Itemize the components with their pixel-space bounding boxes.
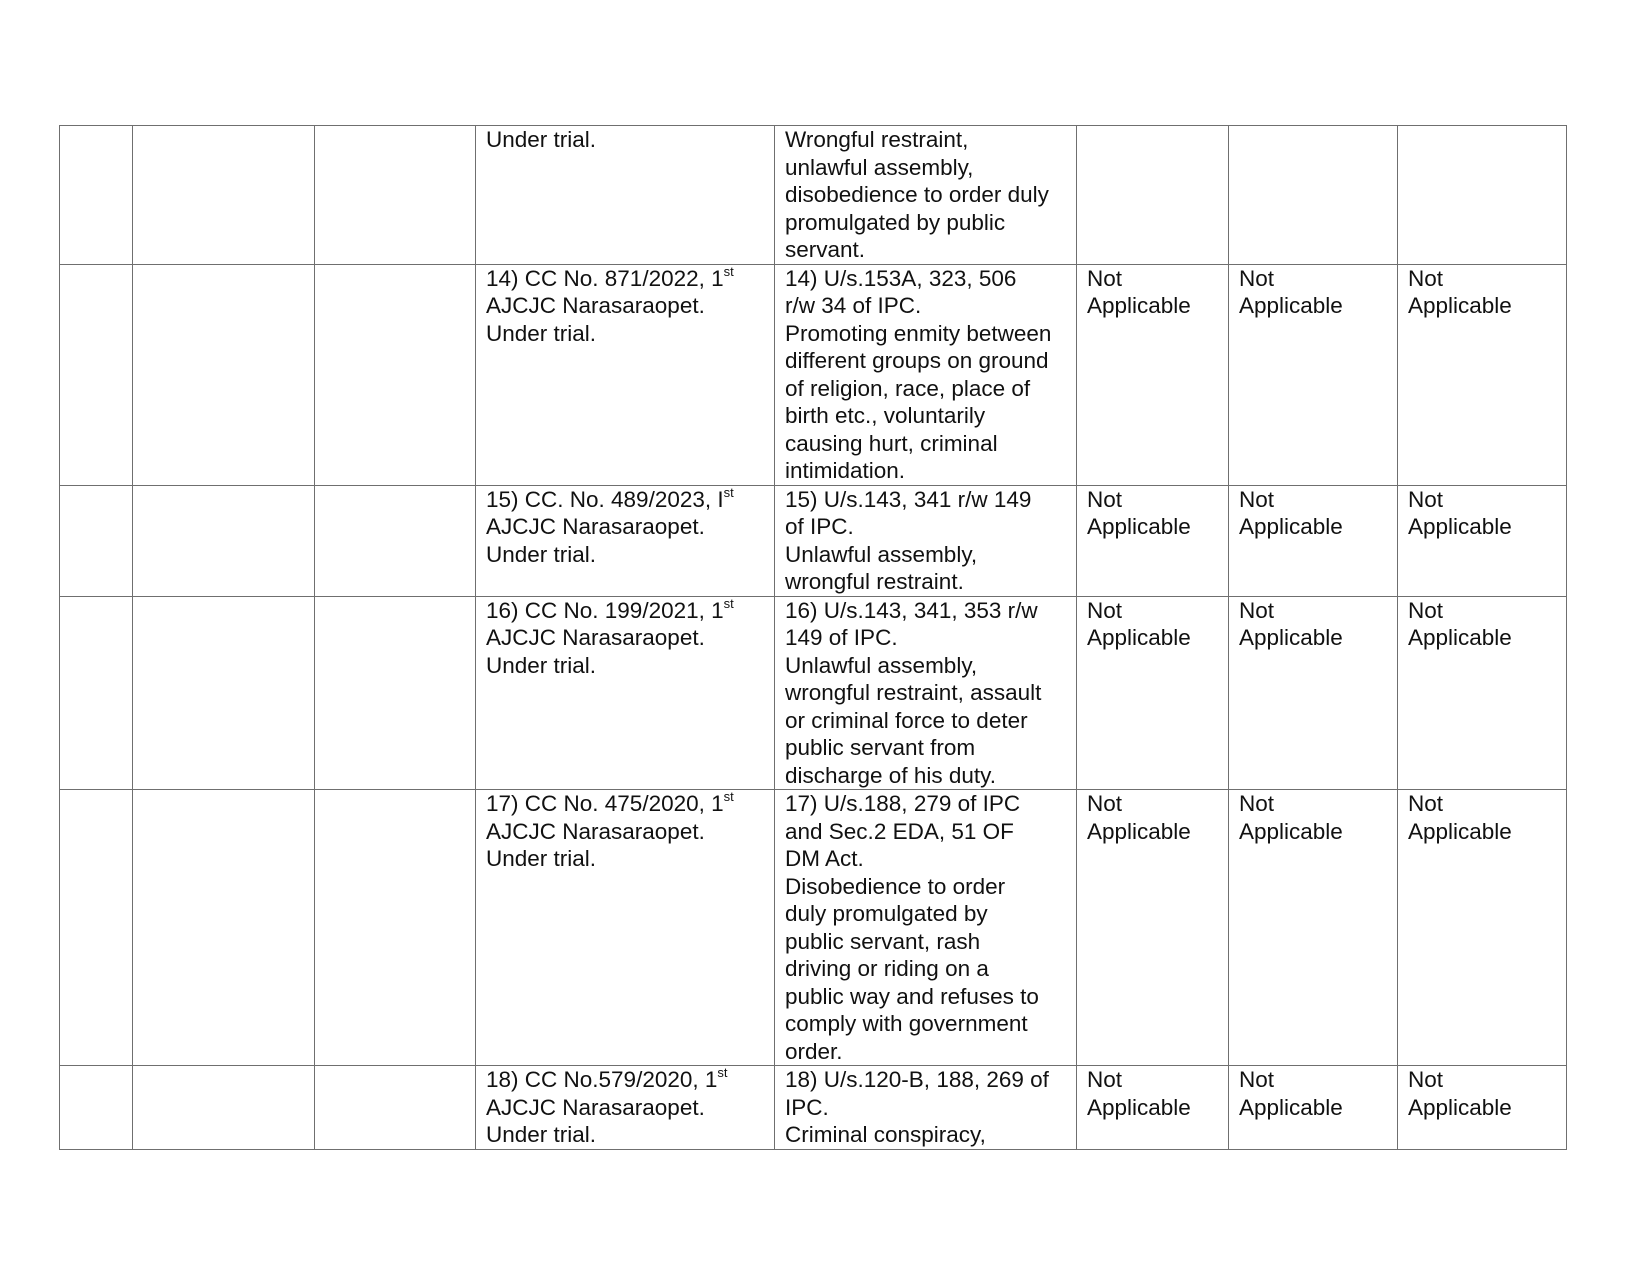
- col7-cell: Not Applicable: [1229, 790, 1398, 1066]
- ordinal-suffix: st: [723, 485, 734, 500]
- name-cell: [133, 1066, 315, 1150]
- details-cell: [315, 596, 476, 790]
- case-cell: [476, 126, 775, 265]
- name-cell: [133, 485, 315, 596]
- col6-cell: [1077, 126, 1229, 265]
- name-cell: [133, 596, 315, 790]
- table-row: [60, 485, 1567, 596]
- details-cell: [315, 485, 476, 596]
- table-row: [60, 596, 1567, 790]
- table-row: [60, 1066, 1567, 1150]
- case-number: 14) CC No. 871/2022, 1st: [486, 264, 734, 291]
- serial-cell: [60, 596, 133, 790]
- table-row: [60, 790, 1567, 1066]
- case-status: Under trial.: [486, 541, 597, 567]
- details-cell: [315, 1066, 476, 1150]
- case-number: 18) CC No.579/2020, 1st: [486, 1065, 728, 1092]
- col8-cell: [1398, 126, 1567, 265]
- offence-cell: Wrongful restraint, unlawful assembly, disobedience to order duly promulgated by public servant.: [775, 126, 1077, 265]
- col6-cell: Not Applicable: [1077, 790, 1229, 1066]
- ordinal-suffix: st: [723, 596, 734, 611]
- col6-cell: Not Applicable: [1077, 485, 1229, 596]
- name-cell: [133, 126, 315, 265]
- criminal-cases-table: [59, 125, 1567, 1150]
- col6-cell: Not Applicable: [1077, 1066, 1229, 1150]
- serial-cell: [60, 1066, 133, 1150]
- court-name: AJCJC Narasaraopet.: [486, 1094, 705, 1120]
- serial-cell: [60, 485, 133, 596]
- offence-cell: 15) U/s.143, 341 r/w 149 of IPC. Unlawful assembly, wrongful restraint.: [775, 485, 1077, 596]
- col6-cell: Not Applicable: [1077, 264, 1229, 485]
- serial-cell: [60, 126, 133, 265]
- case-cell: [476, 264, 775, 485]
- offence-cell: 14) U/s.153A, 323, 506 r/w 34 of IPC. Promoting enmity between different groups on ground of religion, race, place of birth etc., voluntarily causing hurt, criminal intimidation.: [775, 264, 1077, 485]
- court-name: AJCJC Narasaraopet.: [486, 514, 705, 539]
- table-row: [60, 264, 1567, 485]
- ordinal-suffix: st: [723, 789, 734, 804]
- col7-cell: Not Applicable: [1229, 596, 1398, 790]
- serial-cell: [60, 264, 133, 485]
- col6-cell: Not Applicable: [1077, 596, 1229, 790]
- case-number: 16) CC No. 199/2021, 1st: [486, 596, 734, 623]
- col8-cell: Not Applicable: [1398, 790, 1567, 1066]
- details-cell: [315, 126, 476, 265]
- col7-cell: Not Applicable: [1229, 485, 1398, 596]
- col7-cell: Not Applicable: [1229, 1066, 1398, 1150]
- offence-cell: 17) U/s.188, 279 of IPC and Sec.2 EDA, 51 OF DM Act. Disobedience to order duly promulgated by public servant, rash driving or riding on a public way and refuses to comply with government order.: [775, 790, 1077, 1066]
- case-number: 15) CC. No. 489/2023, Ist: [486, 485, 734, 512]
- col8-cell: Not Applicable: [1398, 596, 1567, 790]
- case-number: 17) CC No. 475/2020, 1st: [486, 789, 734, 816]
- col8-cell: Not Applicable: [1398, 485, 1567, 596]
- case-status: Under trial.: [486, 1122, 597, 1147]
- offence-cell: 18) U/s.120-B, 188, 269 of IPC. Criminal conspiracy,: [775, 1066, 1077, 1150]
- name-cell: [133, 790, 315, 1066]
- case-cell: [476, 596, 775, 790]
- court-name: AJCJC Narasaraopet.: [486, 625, 705, 650]
- col8-cell: Not Applicable: [1398, 264, 1567, 485]
- ordinal-suffix: st: [723, 264, 734, 279]
- case-cell: [476, 1066, 775, 1150]
- col7-cell: [1229, 126, 1398, 265]
- court-name: AJCJC Narasaraopet.: [486, 818, 705, 844]
- case-status: Under trial.: [486, 320, 597, 346]
- case-cell: [476, 485, 775, 596]
- offence-cell: 16) U/s.143, 341, 353 r/w 149 of IPC. Unlawful assembly, wrongful restraint, assault or criminal force to deter public servant from discharge of his duty.: [775, 596, 1077, 790]
- case-cell: [476, 790, 775, 1066]
- case-status: Under trial.: [486, 846, 597, 871]
- details-cell: [315, 790, 476, 1066]
- serial-cell: [60, 790, 133, 1066]
- col8-cell: Not Applicable: [1398, 1066, 1567, 1150]
- court-name: AJCJC Narasaraopet.: [486, 293, 705, 318]
- ordinal-suffix: st: [717, 1065, 728, 1080]
- name-cell: [133, 264, 315, 485]
- case-status: Under trial.: [486, 652, 597, 678]
- col7-cell: Not Applicable: [1229, 264, 1398, 485]
- table-row: [60, 126, 1567, 265]
- case-line: Under trial.: [486, 127, 597, 152]
- details-cell: [315, 264, 476, 485]
